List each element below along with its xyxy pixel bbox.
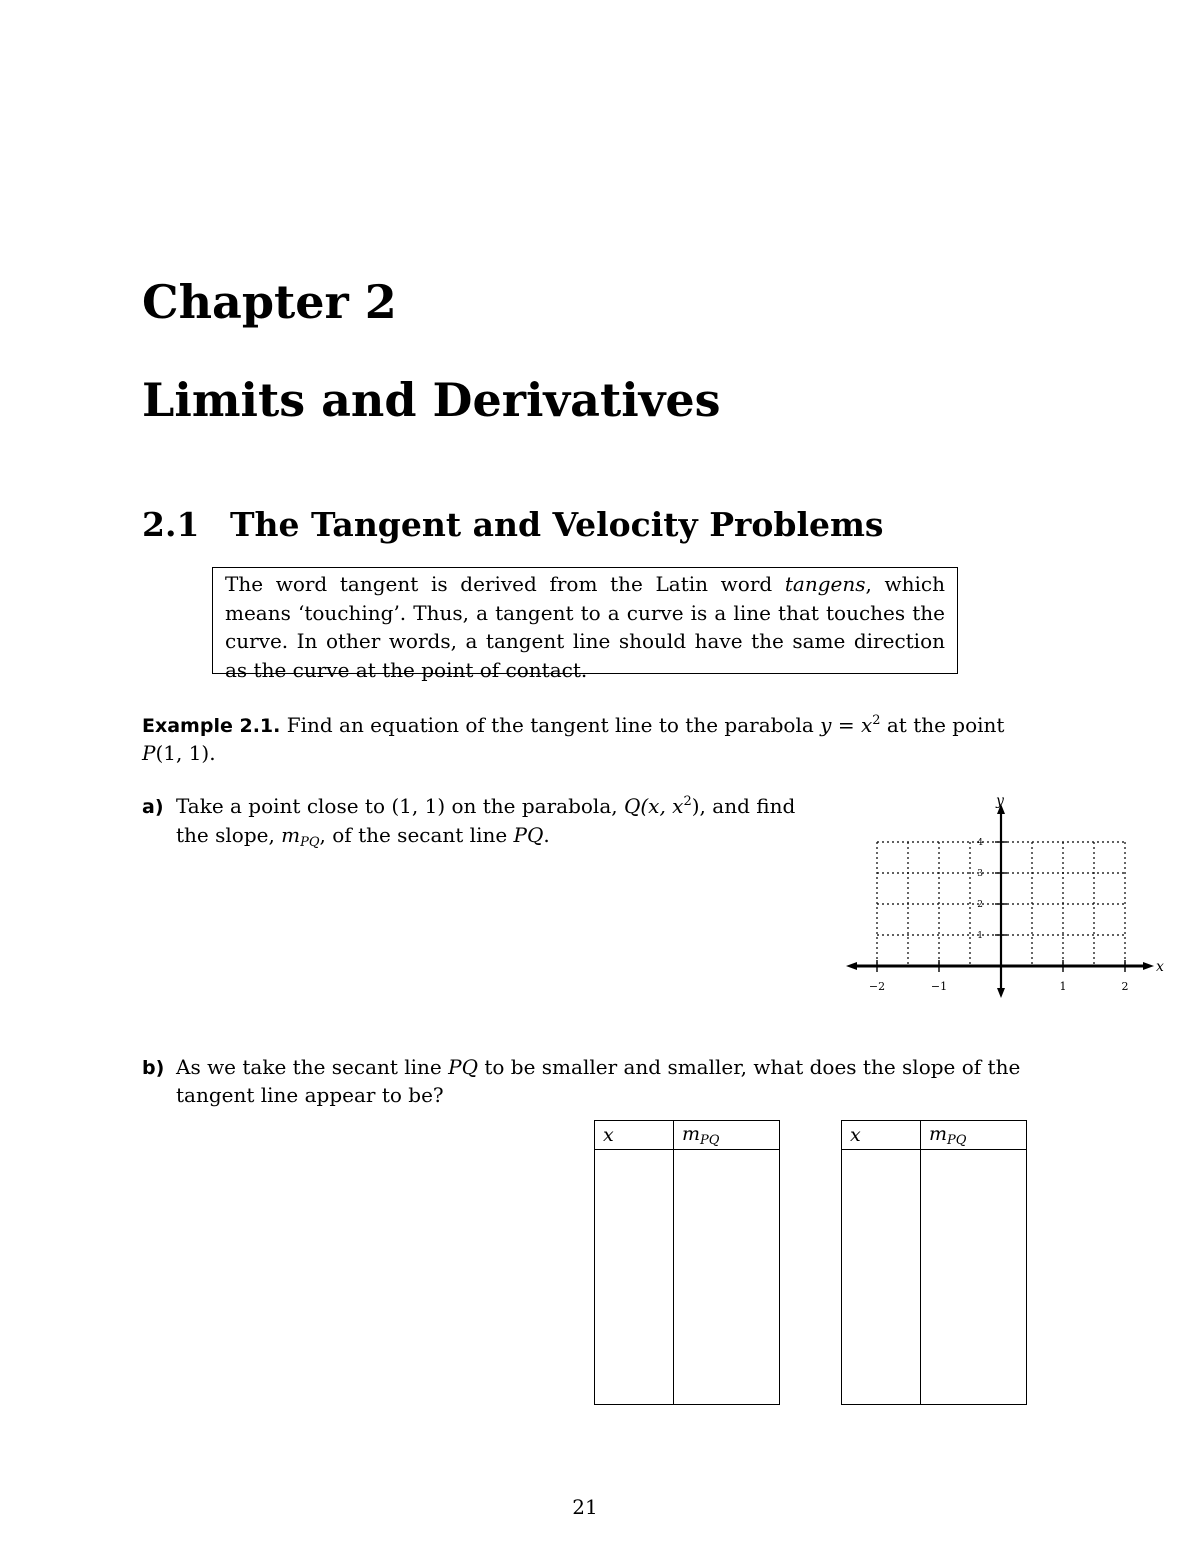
part-a-label: a) bbox=[142, 796, 164, 818]
x-tick-label: 1 bbox=[1059, 980, 1067, 993]
secant-name: PQ bbox=[448, 1055, 478, 1079]
point-q-exponent: 2 bbox=[683, 794, 692, 809]
slope-table-2 bbox=[841, 1120, 1027, 1405]
table-cell-x[interactable] bbox=[595, 1150, 674, 1405]
point-q-args: (x, x bbox=[640, 794, 684, 818]
example-statement bbox=[142, 713, 1004, 737]
x-axis-arrow-left bbox=[846, 962, 857, 970]
part-b-line-1 bbox=[176, 1055, 1020, 1079]
part-a-line-2 bbox=[176, 823, 550, 850]
example-text: Find an equation of the tangent line to the parabola bbox=[280, 713, 821, 737]
y-tick-label: 3 bbox=[977, 869, 983, 879]
part-a-text-end: and find bbox=[705, 794, 796, 818]
coordinate-grid bbox=[840, 792, 1170, 1006]
part-a-period: . bbox=[543, 823, 550, 847]
part-b-label: b) bbox=[142, 1057, 165, 1079]
point-coords: (1, 1). bbox=[155, 741, 216, 765]
x-axis-label: x bbox=[1156, 959, 1164, 975]
point-name: P bbox=[142, 741, 156, 765]
x-axis-arrow-right bbox=[1143, 962, 1154, 970]
definition-text-start: The word tangent is derived from the Latin word bbox=[225, 572, 785, 596]
part-a-text: Take a point close to (1, 1) on the parabola, bbox=[176, 794, 624, 818]
definition-box bbox=[212, 567, 958, 682]
part-b-text-end: to be smaller and smaller, what does the slope of the bbox=[478, 1055, 1021, 1079]
slope-subscript: PQ bbox=[300, 835, 320, 850]
part-a-text-2: the slope, bbox=[176, 823, 282, 847]
table-header-slope bbox=[921, 1121, 1027, 1150]
example-label: Example 2.1. bbox=[142, 715, 281, 737]
table-header-x: x bbox=[595, 1121, 674, 1150]
table-cell-slope[interactable] bbox=[921, 1150, 1027, 1405]
table-cell-slope[interactable] bbox=[674, 1150, 780, 1405]
point-q-close: ), bbox=[691, 794, 706, 818]
table-cell-x[interactable] bbox=[842, 1150, 921, 1405]
equation-base: x bbox=[860, 713, 873, 737]
y-axis-arrow-bottom bbox=[997, 988, 1005, 998]
x-tick-label: −1 bbox=[930, 980, 948, 993]
example-point-line bbox=[142, 741, 216, 765]
table-header-x: x bbox=[842, 1121, 921, 1150]
section-title: The Tangent and Velocity Problems bbox=[230, 505, 884, 544]
slope-symbol: m bbox=[281, 823, 301, 847]
y-tick-label: 2 bbox=[977, 900, 983, 910]
section-number: 2.1 bbox=[142, 505, 200, 544]
slope-subscript: PQ bbox=[947, 1132, 967, 1148]
slope-symbol: m bbox=[929, 1122, 948, 1145]
slope-table-1 bbox=[594, 1120, 780, 1405]
page-number: 21 bbox=[572, 1495, 598, 1519]
part-b-line-2: tangent line appear to be? bbox=[176, 1083, 444, 1107]
y-tick-label: 1 bbox=[977, 931, 983, 941]
definition-latin-word: tangens bbox=[784, 572, 866, 596]
equation-lhs: y bbox=[820, 713, 832, 737]
equation-exponent: 2 bbox=[872, 713, 881, 728]
chapter-title: Limits and Derivatives bbox=[142, 373, 721, 427]
x-tick-label: 2 bbox=[1121, 980, 1129, 993]
chapter-label: Chapter 2 bbox=[142, 275, 397, 329]
section-heading bbox=[142, 505, 884, 544]
secant-name: PQ bbox=[513, 823, 544, 847]
example-text-end: at the point bbox=[880, 713, 1005, 737]
x-tick-label: −2 bbox=[868, 980, 886, 993]
equation-equals: = bbox=[831, 713, 861, 737]
part-a-text-3: , of the secant line bbox=[319, 823, 514, 847]
part-a-line-1 bbox=[176, 794, 795, 818]
y-tick-label: 4 bbox=[977, 838, 983, 848]
table-header-slope bbox=[674, 1121, 780, 1150]
definition-text-end: , which means ‘touching’. Thus, a tangent to a curve is a line that touches the curve. In other words, a tangent line should have the same direction as the curve at the point of contact. bbox=[225, 572, 945, 682]
slope-subscript: PQ bbox=[700, 1132, 720, 1148]
point-q: Q bbox=[623, 794, 641, 818]
slope-symbol: m bbox=[682, 1122, 701, 1145]
y-axis-label: y bbox=[996, 793, 1004, 809]
part-b-text: As we take the secant line bbox=[176, 1055, 449, 1079]
